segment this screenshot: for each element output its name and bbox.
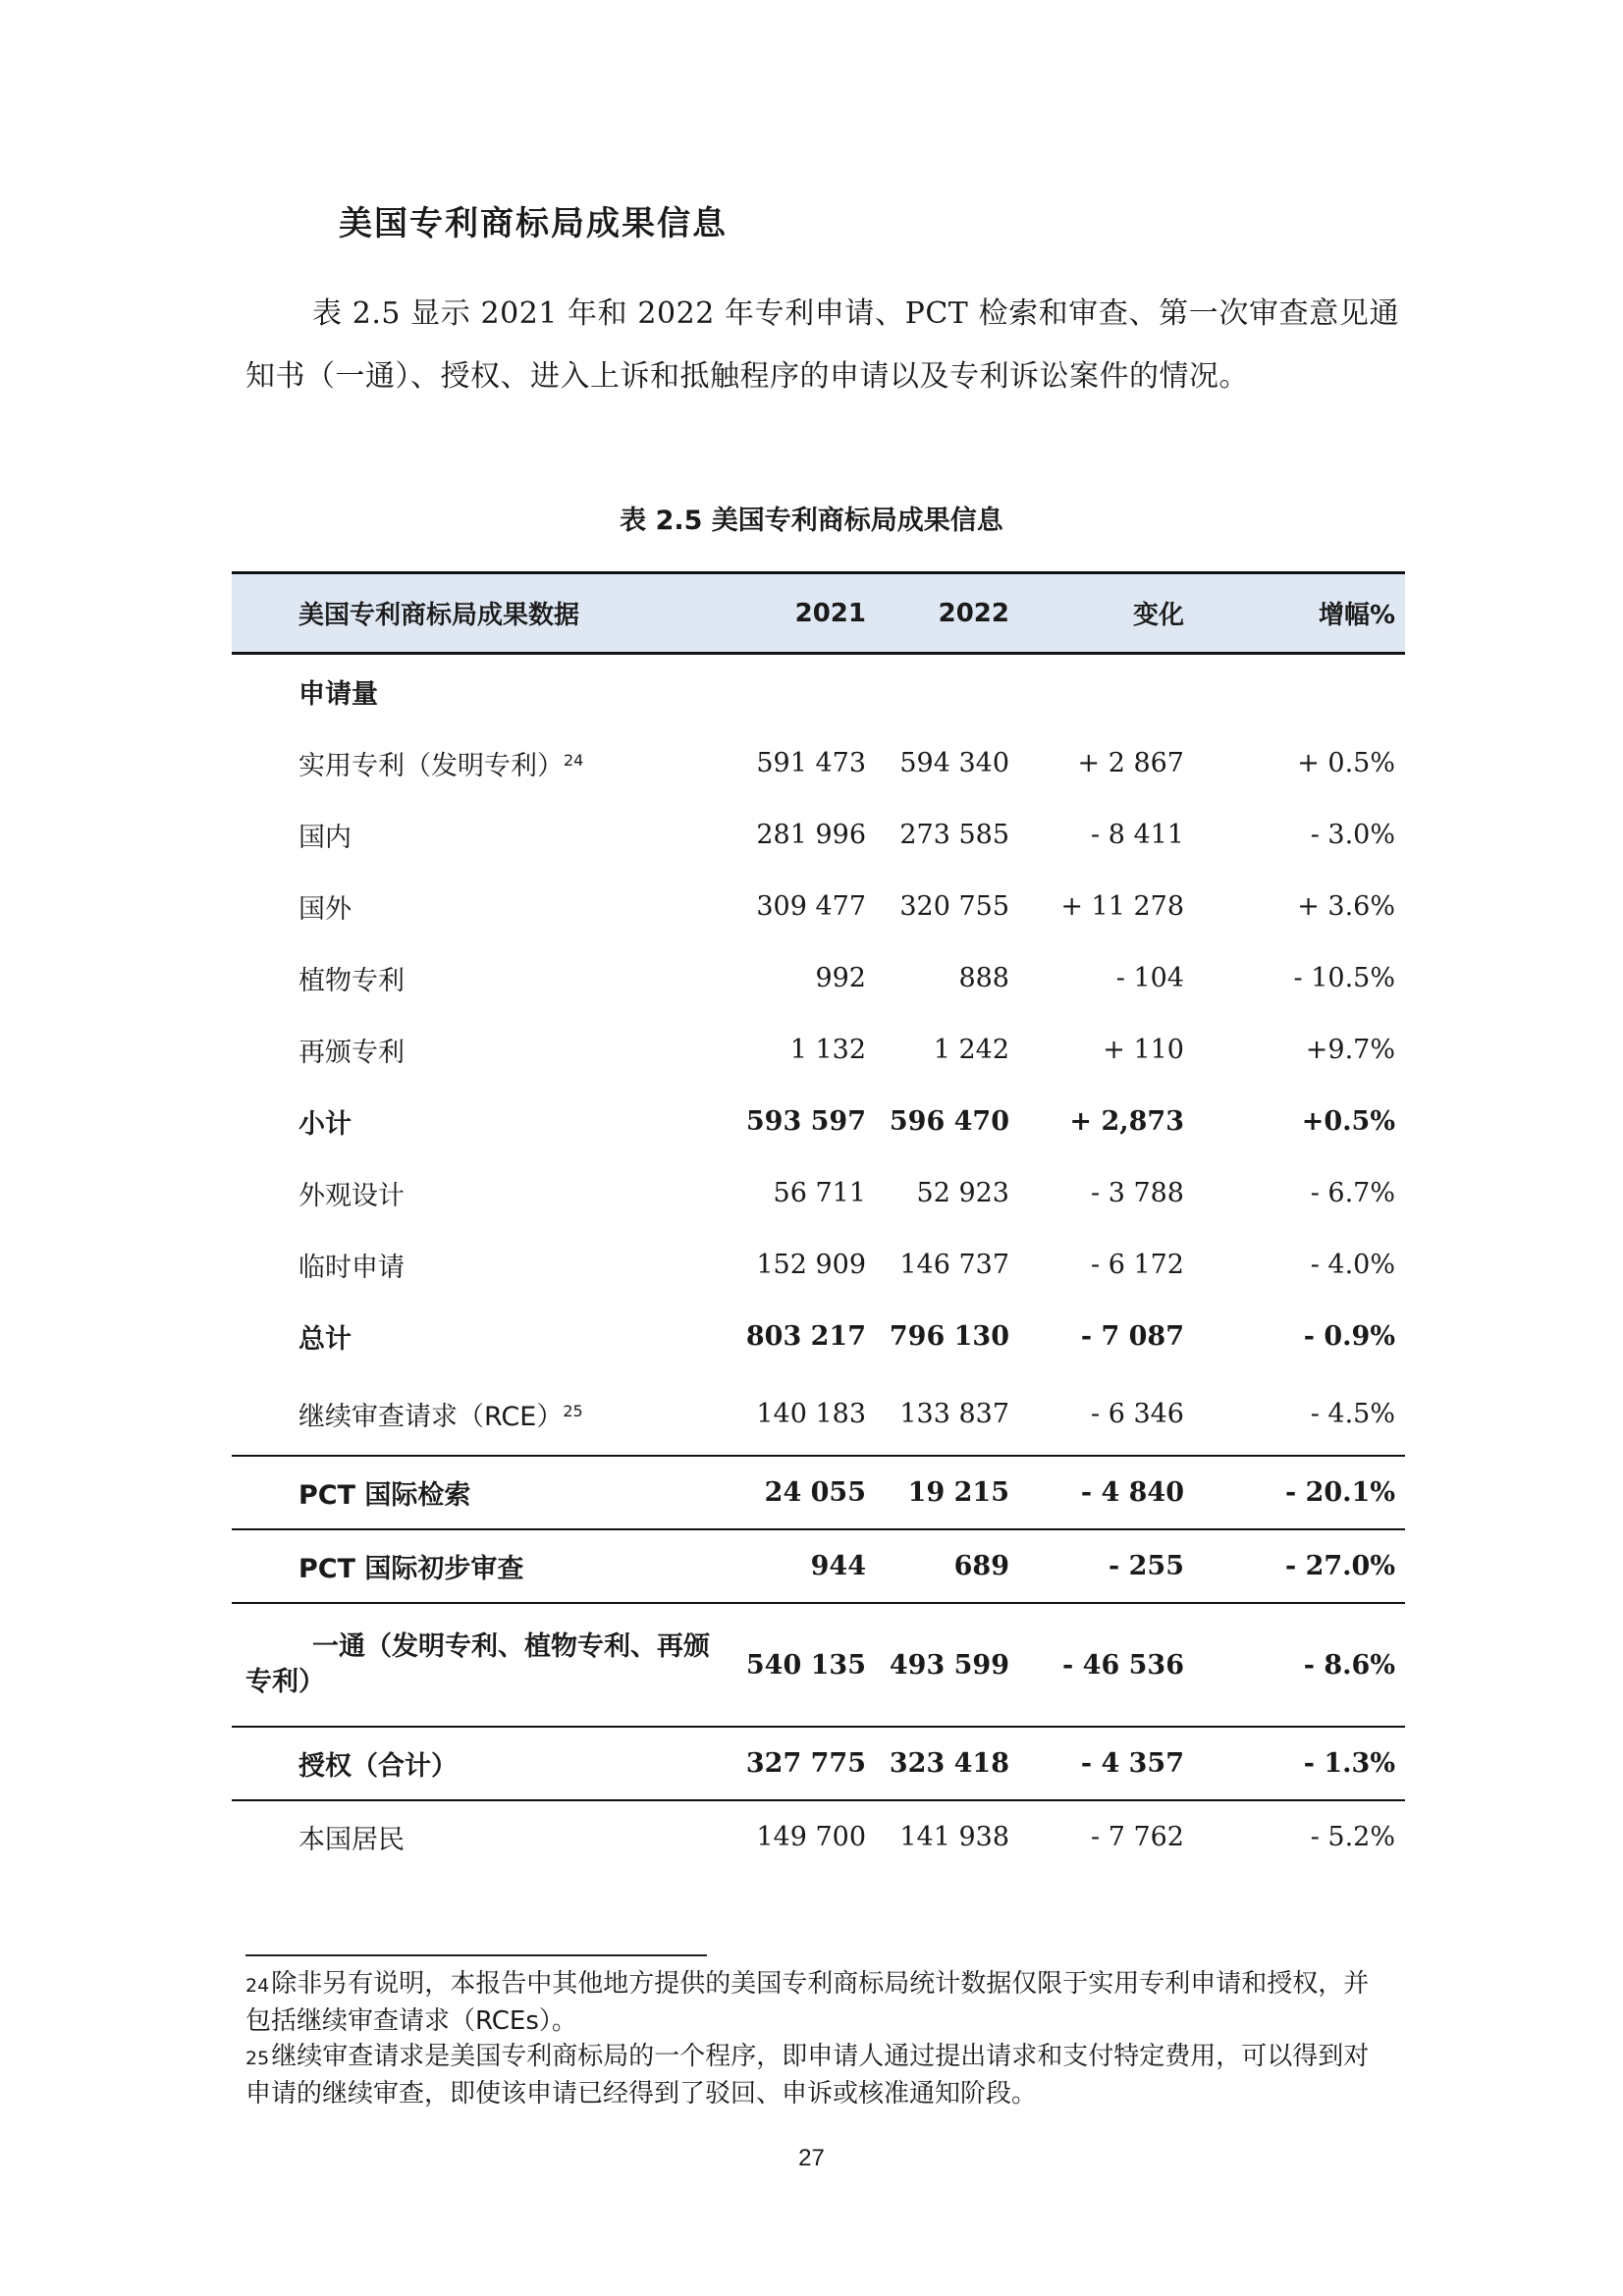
row-label: 授权（合计） — [232, 1727, 732, 1800]
cell-2022: 1 242 — [933, 1035, 1009, 1065]
cell-change — [1019, 654, 1194, 728]
cell-pct: +0.5% — [1301, 1106, 1395, 1137]
table-caption: 表 2.5 美国专利商标局成果信息 — [620, 506, 1003, 536]
cell-change: - 104 — [1115, 963, 1184, 993]
cell-change: - 6 172 — [1090, 1250, 1184, 1280]
table-row — [232, 942, 1405, 1014]
cell-change: - 46 536 — [1019, 1603, 1194, 1727]
uspto-results-table — [232, 571, 1405, 1873]
table-row — [232, 1301, 1405, 1372]
header-pct: 增幅% — [1194, 573, 1405, 654]
cell-pct: - 1.3% — [1194, 1727, 1405, 1800]
row-label-text: 实用专利（发明专利） — [298, 751, 564, 781]
table-row — [232, 1800, 1405, 1873]
table-row — [232, 1014, 1405, 1086]
cell-pct: - 4.5% — [1310, 1398, 1395, 1429]
cell-2022: 19 215 — [876, 1456, 1019, 1529]
cell-2021: 281 996 — [756, 820, 866, 850]
cell-2021: 944 — [732, 1529, 876, 1603]
cell-2021: 591 473 — [756, 748, 866, 778]
intro-paragraph: 表 2.5 显示 2021 年和 2022 年专利申请、PCT 检索和审查、第一次审查意见通知书（一通）、授权、进入上诉和抵触程序的申请以及专利诉讼案件的情况。 — [245, 296, 1399, 394]
cell-pct: - 3.0% — [1310, 820, 1395, 850]
cell-pct: + 0.5% — [1297, 748, 1395, 778]
cell-2021: 803 217 — [745, 1321, 866, 1352]
footnote-24 — [245, 1966, 1384, 2039]
page-number: 27 — [798, 2145, 825, 2171]
row-label: 国外 — [298, 894, 352, 925]
row-label: 临时申请 — [298, 1253, 405, 1283]
footnote-number: 24 — [245, 1975, 270, 1997]
cell-2021: 593 597 — [745, 1106, 866, 1137]
cell-2021: 1 132 — [789, 1035, 866, 1065]
footnote-divider — [245, 1954, 707, 1956]
cell-pct: +9.7% — [1305, 1035, 1395, 1065]
cell-pct: - 27.0% — [1194, 1529, 1405, 1603]
row-label — [232, 727, 732, 799]
footnote-text: 继续审查请求是美国专利商标局的一个程序，即申请人通过提出请求和支付特定费用，可以得到对申请的继续审查，即使该申请已经得到了驳回、申诉或核准通知阶段。 — [245, 2042, 1370, 2109]
cell-2022: 133 837 — [899, 1398, 1009, 1429]
cell-change: - 255 — [1019, 1529, 1194, 1603]
row-label: 国内 — [298, 823, 352, 853]
row-label: PCT 国际检索 — [232, 1456, 732, 1529]
cell-change: - 7 087 — [1080, 1321, 1184, 1352]
cell-2022: 141 938 — [876, 1800, 1019, 1873]
table-row — [232, 799, 1405, 871]
cell-change: - 6 346 — [1090, 1398, 1184, 1429]
cell-2022: 323 418 — [876, 1727, 1019, 1800]
row-label-text: 继续审查请求（RCE） — [298, 1401, 564, 1432]
cell-2022: 888 — [958, 963, 1009, 993]
cell-pct: - 5.2% — [1194, 1800, 1405, 1873]
row-label: PCT 国际初步审查 — [232, 1529, 732, 1603]
cell-2021: 140 183 — [756, 1398, 866, 1429]
cell-change: + 2,873 — [1069, 1106, 1184, 1137]
footnote-text: 除非另有说明，本报告中其他地方提供的美国专利商标局统计数据仅限于实用专利申请和授权，并包括继续审查请求（RCEs）。 — [245, 1969, 1370, 2036]
cell-pct: + 3.6% — [1297, 891, 1395, 922]
footnote-25 — [245, 2039, 1384, 2111]
cell-change: + 110 — [1103, 1035, 1184, 1065]
row-label: 本国居民 — [232, 1800, 732, 1873]
cell-pct: - 0.9% — [1303, 1321, 1395, 1352]
footnote-ref: 25 — [563, 1401, 583, 1420]
table-row — [232, 1086, 1405, 1157]
table-row — [232, 1157, 1405, 1229]
cell-pct: - 4.0% — [1310, 1250, 1395, 1280]
table-row — [232, 1229, 1405, 1301]
cell-pct: - 20.1% — [1194, 1456, 1405, 1529]
table-row — [232, 1372, 1405, 1456]
cell-change: - 8 411 — [1090, 820, 1184, 850]
row-label: 植物专利 — [298, 966, 405, 996]
row-label: 外观设计 — [298, 1181, 405, 1211]
table-row — [232, 1456, 1405, 1529]
cell-2022 — [876, 654, 1019, 728]
cell-2022: 273 585 — [899, 820, 1009, 850]
section-heading: 美国专利商标局成果信息 — [339, 204, 728, 243]
cell-2021: 152 909 — [756, 1250, 866, 1280]
row-label: 小计 — [298, 1109, 352, 1140]
table-row — [232, 1603, 1405, 1727]
row-label: 再颁专利 — [298, 1038, 405, 1068]
header-2021: 2021 — [732, 573, 876, 654]
header-label: 美国专利商标局成果数据 — [232, 573, 732, 654]
header-2022: 2022 — [876, 573, 1019, 654]
row-label: 一通（发明专利、植物专利、再颁专利） — [232, 1603, 732, 1727]
cell-2021: 56 711 — [773, 1178, 866, 1208]
cell-change: + 11 278 — [1060, 891, 1184, 922]
table-row — [232, 727, 1405, 799]
cell-2022: 52 923 — [916, 1178, 1009, 1208]
row-label: 总计 — [298, 1324, 352, 1355]
header-change: 变化 — [1019, 573, 1194, 654]
table-header-row — [232, 573, 1405, 654]
cell-change: - 4 357 — [1019, 1727, 1194, 1800]
cell-pct: - 6.7% — [1310, 1178, 1395, 1208]
cell-2022: 493 599 — [876, 1603, 1019, 1727]
table-row — [232, 1727, 1405, 1800]
cell-2022: 796 130 — [889, 1321, 1009, 1352]
cell-2022: 689 — [876, 1529, 1019, 1603]
cell-2022: 596 470 — [889, 1106, 1009, 1137]
footnote-ref: 24 — [564, 751, 584, 770]
cell-pct — [1194, 654, 1405, 728]
cell-2021: 540 135 — [732, 1603, 876, 1727]
cell-2022: 146 737 — [899, 1250, 1009, 1280]
cell-2021: 309 477 — [756, 891, 866, 922]
cell-change: - 7 762 — [1019, 1800, 1194, 1873]
cell-2021: 992 — [815, 963, 866, 993]
cell-2021 — [732, 654, 876, 728]
cell-change: + 2 867 — [1077, 748, 1184, 778]
cell-pct: - 8.6% — [1194, 1603, 1405, 1727]
cell-change: - 4 840 — [1019, 1456, 1194, 1529]
cell-change: - 3 788 — [1090, 1178, 1184, 1208]
row-label: 申请量 — [298, 678, 378, 710]
row-label — [232, 1372, 732, 1456]
cell-2021: 149 700 — [732, 1800, 876, 1873]
table-row — [232, 654, 1405, 728]
table-row — [232, 1529, 1405, 1603]
cell-2021: 327 775 — [732, 1727, 876, 1800]
cell-2022: 320 755 — [899, 891, 1009, 922]
cell-2022: 594 340 — [899, 748, 1009, 778]
footnote-number: 25 — [245, 2048, 270, 2069]
cell-pct: - 10.5% — [1293, 963, 1395, 993]
cell-2021: 24 055 — [732, 1456, 876, 1529]
table-row — [232, 871, 1405, 942]
